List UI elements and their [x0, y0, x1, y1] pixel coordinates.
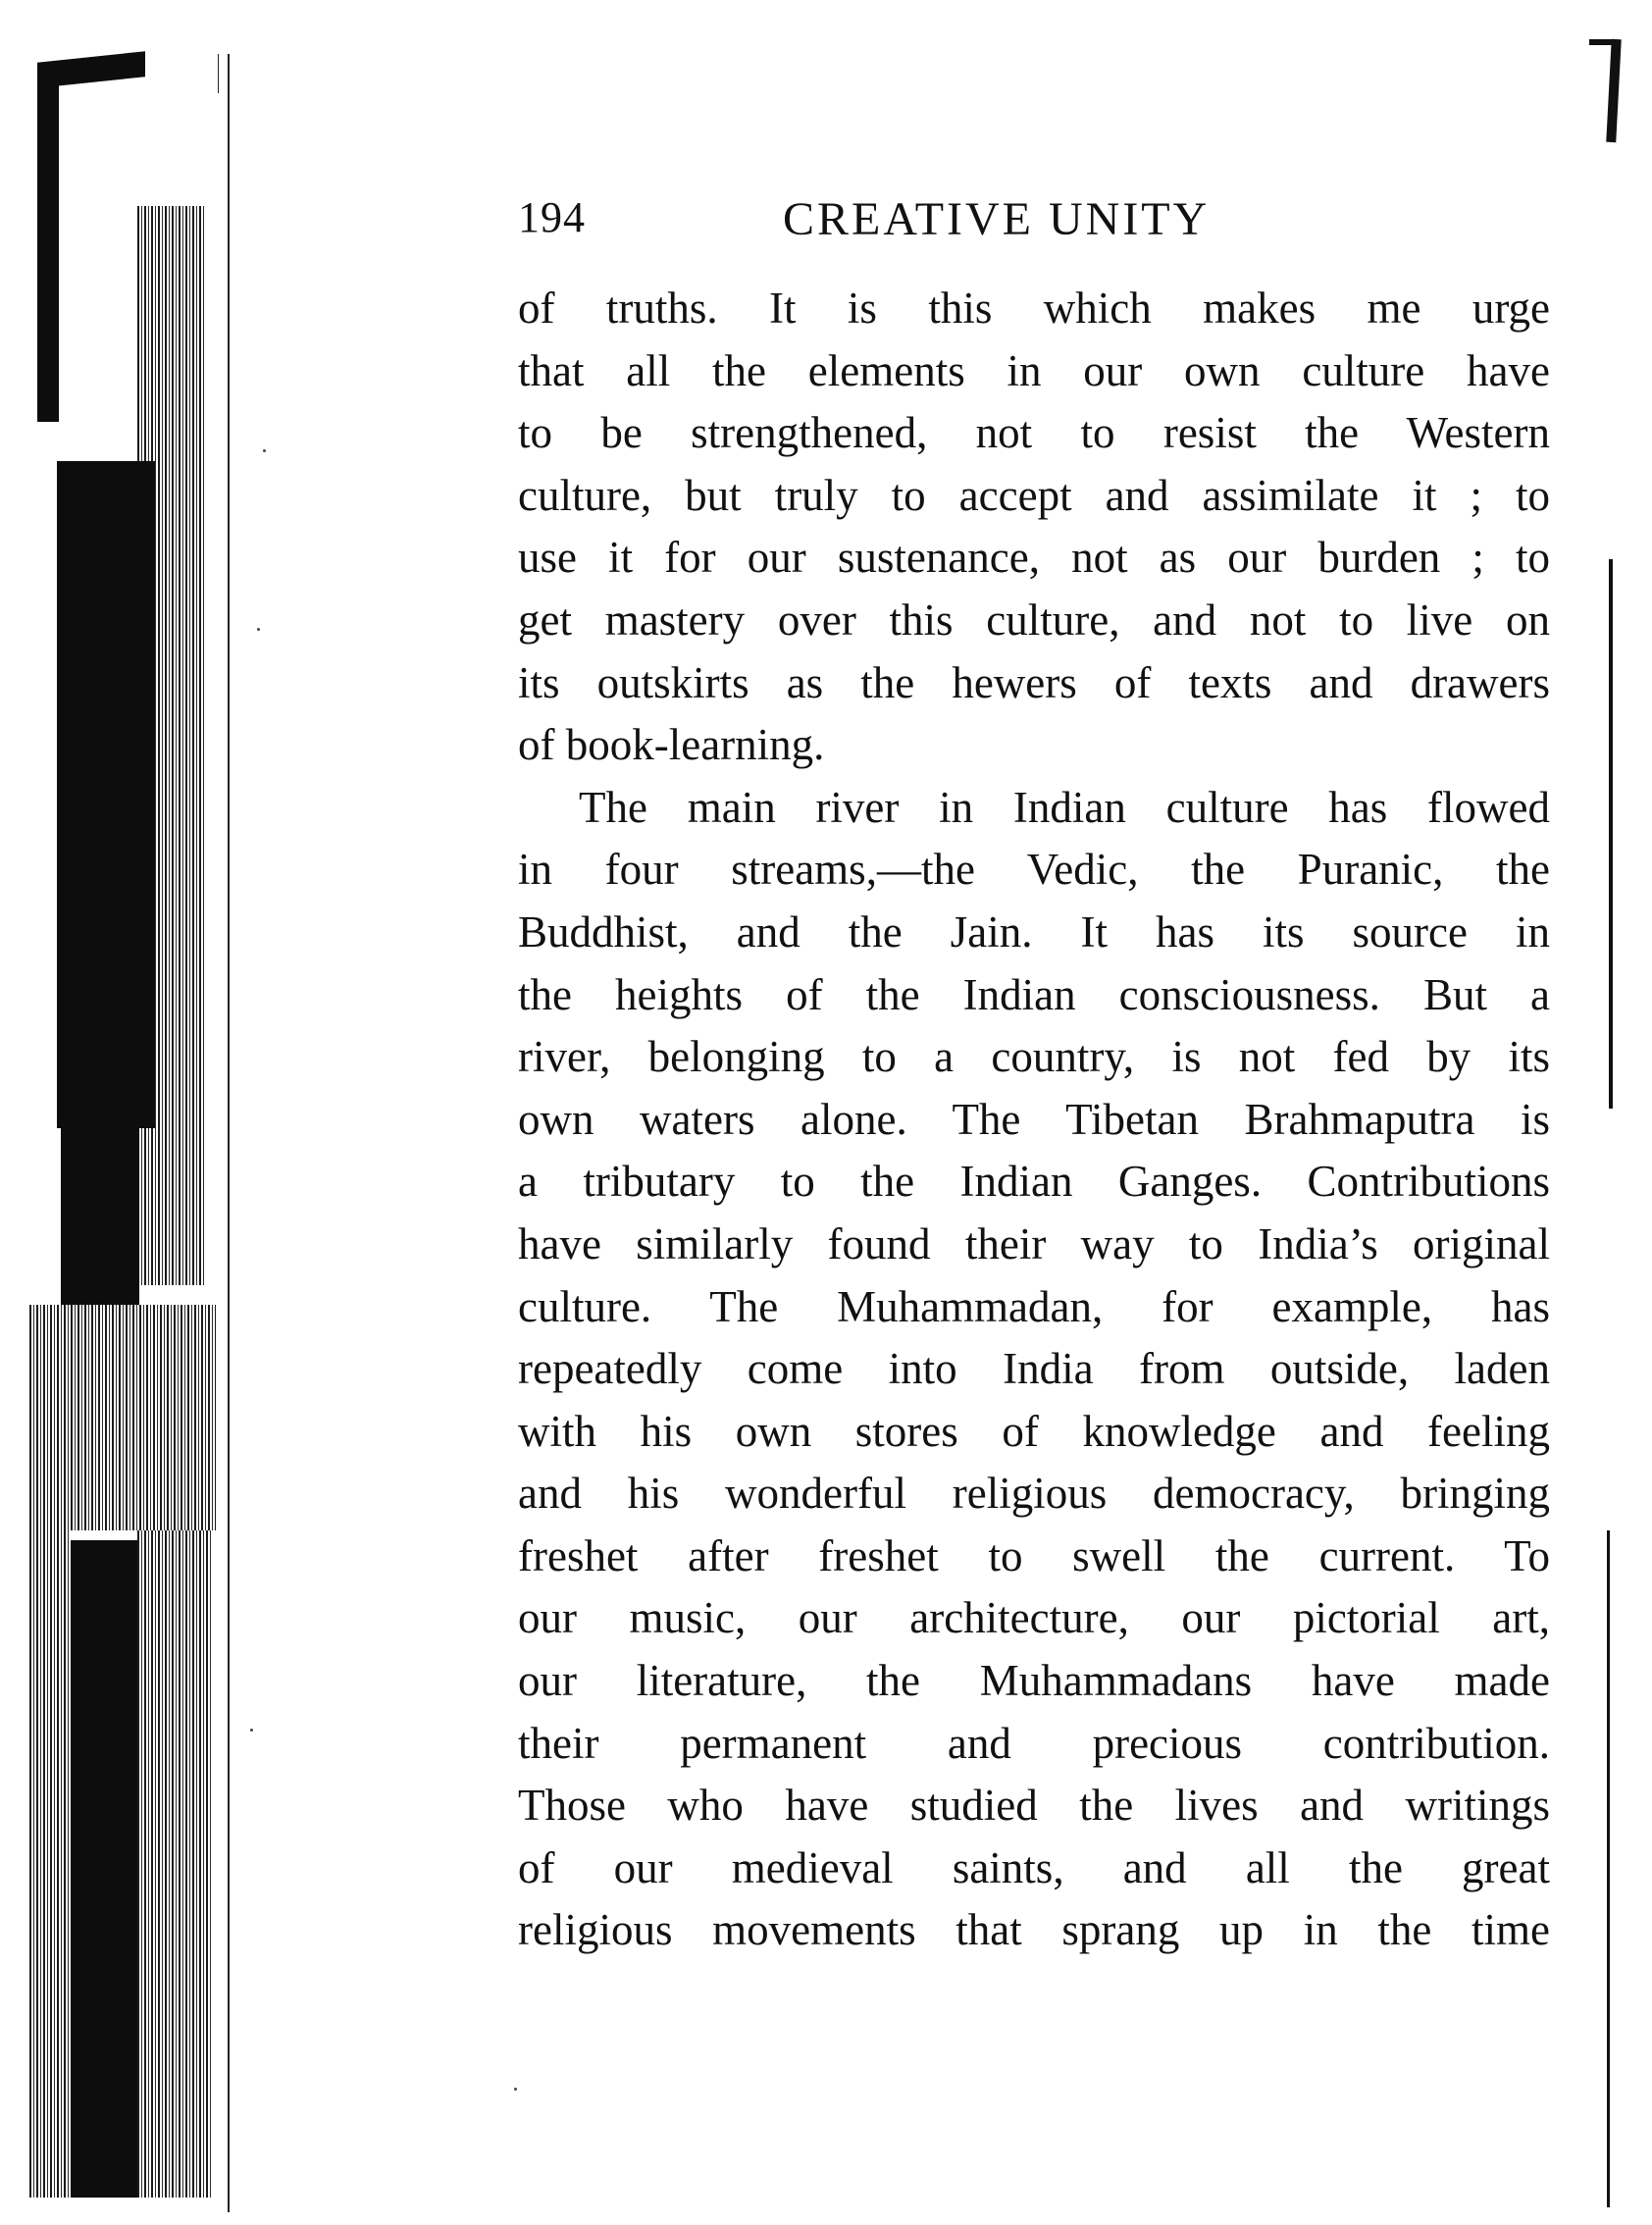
running-title: CREATIVE UNITY — [783, 193, 1211, 245]
right-margin-bar-lower — [1607, 1530, 1610, 2207]
scan-speck — [250, 1729, 253, 1732]
text-line: culture, but truly to accept and assimilate it ; to — [518, 470, 1550, 520]
text-line: its outskirts as the hewers of texts and drawers — [518, 657, 1550, 707]
text-line: Buddhist, and the Jain. It has its source in — [518, 906, 1550, 957]
text-line: freshet after freshet to swell the current. To — [518, 1530, 1550, 1580]
body-text — [518, 278, 1550, 1962]
text-line: our music, our architecture, our pictorial art, — [518, 1593, 1550, 1643]
right-corner-mark — [1606, 39, 1621, 142]
right-corner-hook — [1589, 39, 1617, 45]
text-line: of truths. It is this which makes me urge — [518, 284, 1550, 333]
text-line: the heights of the Indian consciousness. But a — [518, 969, 1550, 1019]
text-line: of book-learning. — [518, 720, 825, 770]
text-line: and his wonderful religious democracy, bringing — [518, 1469, 1550, 1519]
text-line: Those who have studied the lives and writings — [518, 1781, 1550, 1831]
text-line: river, belonging to a country, is not fed by its — [518, 1032, 1550, 1082]
text-line: our literature, the Muhammadans have made — [518, 1656, 1550, 1706]
page-number: 194 — [518, 193, 586, 241]
text-line: a tributary to the Indian Ganges. Contributions — [518, 1157, 1550, 1207]
text-line: get mastery over this culture, and not to live on — [518, 595, 1550, 645]
text-line: to be strengthened, not to resist the Western — [518, 408, 1550, 458]
text-line: that all the elements in our own culture have — [518, 345, 1550, 395]
binding-hatch-far-left — [29, 1452, 69, 2198]
text-line: of our medieval saints, and all the great — [518, 1842, 1550, 1892]
text-line: use it for our sustenance, not as our burden ; to — [518, 533, 1550, 583]
binding-dark-band-mid — [61, 1128, 139, 1315]
binding-hatch-bottom — [137, 1530, 211, 2198]
text-line: their permanent and precious contribution. — [518, 1718, 1550, 1768]
text-line: have similarly found their way to India’s original — [518, 1218, 1550, 1268]
binding-thin-line-2 — [218, 54, 219, 93]
binding-thin-line — [228, 54, 230, 2212]
scan-speck — [263, 449, 266, 452]
text-line: own waters alone. The Tibetan Brahmaputra is — [518, 1094, 1550, 1144]
text-line: religious movements that sprang up in the time — [518, 1905, 1550, 1955]
binding-dark-band-upper — [57, 461, 155, 1128]
running-header — [518, 192, 1550, 251]
text-line: repeatedly come into India from outside, laden — [518, 1344, 1550, 1394]
scan-speck — [514, 2088, 517, 2091]
text-line: culture. The Muhammadan, for example, has — [518, 1281, 1550, 1331]
text-line: The main river in Indian culture has flowed — [579, 782, 1550, 832]
text-line: in four streams,—the Vedic, the Puranic, the — [518, 845, 1550, 895]
scan-speck — [257, 628, 260, 631]
right-margin-bar-upper — [1609, 559, 1613, 1109]
scan-binding-edge — [0, 0, 255, 2225]
text-line: with his own stores of knowledge and feeling — [518, 1406, 1550, 1456]
binding-top-strip — [37, 69, 59, 422]
